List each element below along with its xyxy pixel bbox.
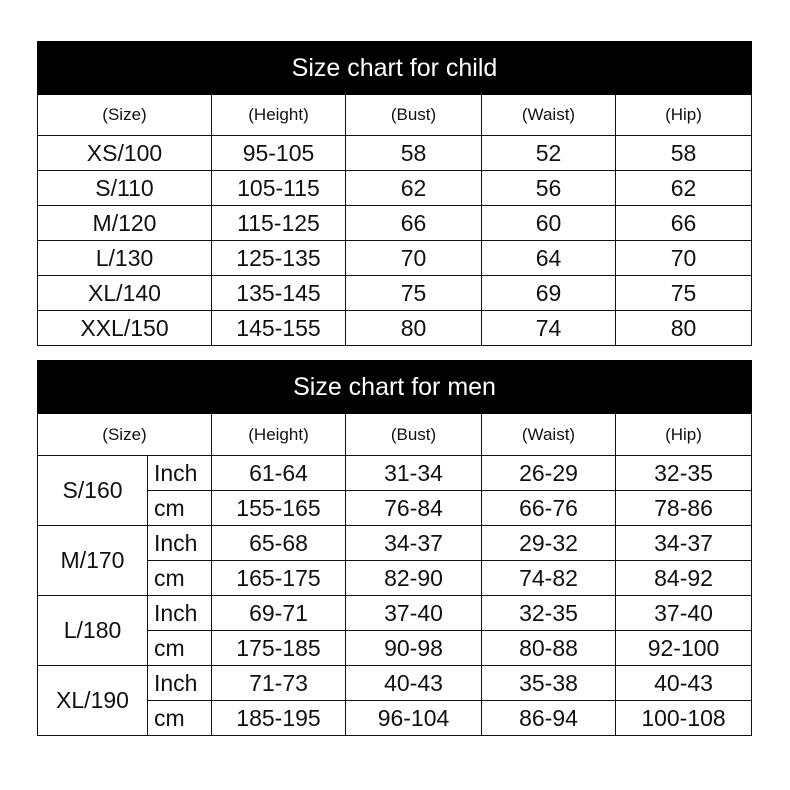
hip-cell: 58 [616, 136, 752, 171]
height-cell: 155-165 [212, 491, 346, 526]
bust-cell: 70 [346, 241, 482, 276]
waist-cell: 26-29 [482, 456, 616, 491]
hip-cell: 70 [616, 241, 752, 276]
hip-cell: 75 [616, 276, 752, 311]
men-table-title: Size chart for men [38, 361, 752, 414]
child-table-title: Size chart for child [38, 42, 752, 95]
unit-cell: Inch [148, 456, 212, 491]
table-row [38, 171, 752, 206]
waist-cell: 32-35 [482, 596, 616, 631]
unit-cell: cm [148, 701, 212, 736]
child-header-hip: (Hip) [616, 95, 752, 136]
hip-cell: 84-92 [616, 561, 752, 596]
men-header-height: (Height) [212, 414, 346, 456]
child-header-bust: (Bust) [346, 95, 482, 136]
height-cell: 125-135 [212, 241, 346, 276]
waist-cell: 86-94 [482, 701, 616, 736]
waist-cell: 56 [482, 171, 616, 206]
height-cell: 61-64 [212, 456, 346, 491]
height-cell: 185-195 [212, 701, 346, 736]
bust-cell: 96-104 [346, 701, 482, 736]
waist-cell: 80-88 [482, 631, 616, 666]
table-row [38, 241, 752, 276]
height-cell: 65-68 [212, 526, 346, 561]
child-header-row [38, 95, 752, 136]
height-cell: 95-105 [212, 136, 346, 171]
bust-cell: 76-84 [346, 491, 482, 526]
size-cell: XS/100 [38, 136, 212, 171]
size-cell: S/110 [38, 171, 212, 206]
table-row [38, 596, 752, 631]
waist-cell: 69 [482, 276, 616, 311]
hip-cell: 100-108 [616, 701, 752, 736]
men-size-table [37, 360, 752, 736]
bust-cell: 66 [346, 206, 482, 241]
hip-cell: 62 [616, 171, 752, 206]
height-cell: 165-175 [212, 561, 346, 596]
height-cell: 175-185 [212, 631, 346, 666]
unit-cell: Inch [148, 526, 212, 561]
height-cell: 105-115 [212, 171, 346, 206]
hip-cell: 80 [616, 311, 752, 346]
men-header-waist: (Waist) [482, 414, 616, 456]
unit-cell: cm [148, 631, 212, 666]
unit-cell: Inch [148, 596, 212, 631]
child-size-table [37, 41, 752, 346]
table-row [38, 206, 752, 241]
waist-cell: 35-38 [482, 666, 616, 701]
bust-cell: 62 [346, 171, 482, 206]
men-header-hip: (Hip) [616, 414, 752, 456]
waist-cell: 66-76 [482, 491, 616, 526]
unit-cell: cm [148, 561, 212, 596]
hip-cell: 92-100 [616, 631, 752, 666]
waist-cell: 74-82 [482, 561, 616, 596]
hip-cell: 32-35 [616, 456, 752, 491]
hip-cell: 34-37 [616, 526, 752, 561]
size-cell: L/180 [38, 596, 148, 666]
bust-cell: 82-90 [346, 561, 482, 596]
height-cell: 69-71 [212, 596, 346, 631]
table-row [38, 526, 752, 561]
waist-cell: 52 [482, 136, 616, 171]
height-cell: 145-155 [212, 311, 346, 346]
waist-cell: 29-32 [482, 526, 616, 561]
table-row [38, 456, 752, 491]
child-header-size: (Size) [38, 95, 212, 136]
bust-cell: 80 [346, 311, 482, 346]
size-cell: M/170 [38, 526, 148, 596]
unit-cell: Inch [148, 666, 212, 701]
table-row [38, 276, 752, 311]
bust-cell: 40-43 [346, 666, 482, 701]
men-header-row [38, 414, 752, 456]
child-header-height: (Height) [212, 95, 346, 136]
waist-cell: 64 [482, 241, 616, 276]
size-cell: XL/140 [38, 276, 212, 311]
hip-cell: 37-40 [616, 596, 752, 631]
men-header-size: (Size) [38, 414, 212, 456]
hip-cell: 40-43 [616, 666, 752, 701]
size-cell: XL/190 [38, 666, 148, 736]
table-row [38, 136, 752, 171]
hip-cell: 78-86 [616, 491, 752, 526]
size-cell: S/160 [38, 456, 148, 526]
bust-cell: 58 [346, 136, 482, 171]
height-cell: 71-73 [212, 666, 346, 701]
hip-cell: 66 [616, 206, 752, 241]
unit-cell: cm [148, 491, 212, 526]
bust-cell: 90-98 [346, 631, 482, 666]
waist-cell: 60 [482, 206, 616, 241]
bust-cell: 75 [346, 276, 482, 311]
bust-cell: 31-34 [346, 456, 482, 491]
height-cell: 135-145 [212, 276, 346, 311]
child-title-row [38, 42, 752, 95]
men-title-row [38, 361, 752, 414]
height-cell: 115-125 [212, 206, 346, 241]
child-header-waist: (Waist) [482, 95, 616, 136]
table-row [38, 666, 752, 701]
size-cell: M/120 [38, 206, 212, 241]
table-row [38, 311, 752, 346]
men-header-bust: (Bust) [346, 414, 482, 456]
waist-cell: 74 [482, 311, 616, 346]
size-cell: L/130 [38, 241, 212, 276]
size-cell: XXL/150 [38, 311, 212, 346]
bust-cell: 37-40 [346, 596, 482, 631]
bust-cell: 34-37 [346, 526, 482, 561]
